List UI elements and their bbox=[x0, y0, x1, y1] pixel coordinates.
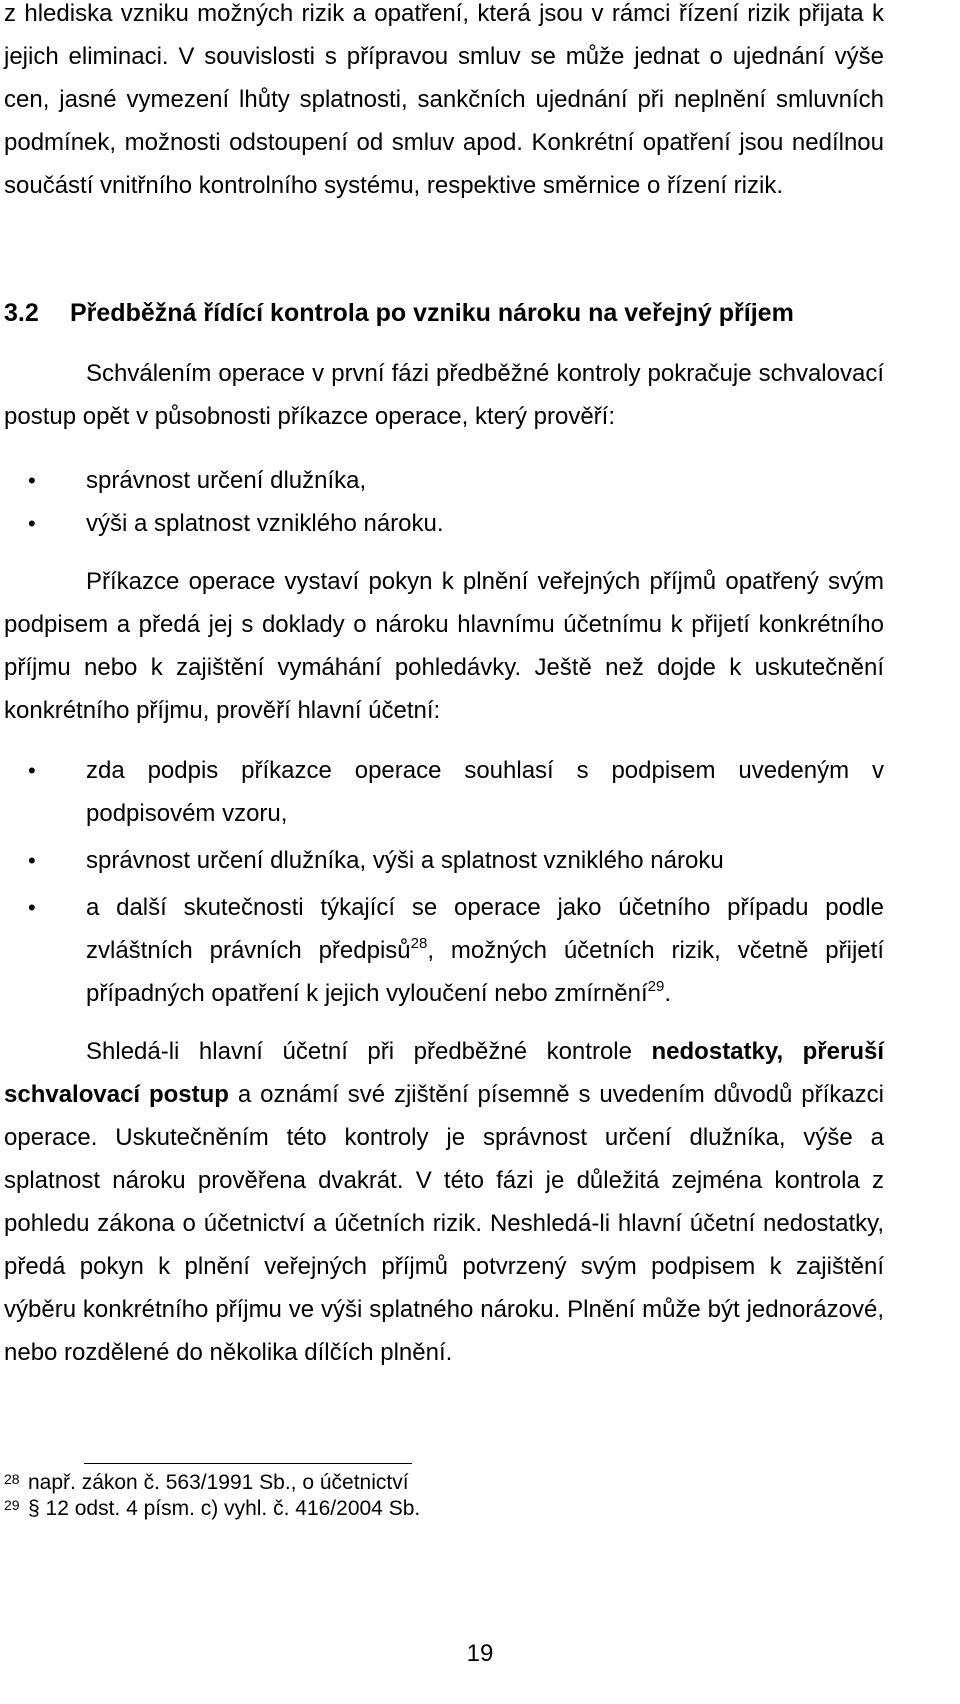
bullet-list-2 bbox=[4, 749, 884, 1015]
bullet-icon: • bbox=[28, 758, 36, 783]
list-item: • správnost určení dlužníka, bbox=[4, 459, 884, 502]
footnotes bbox=[4, 1470, 884, 1522]
list-item: • správnost určení dlužníka, výši a splatnost vzniklého nároku bbox=[4, 839, 884, 882]
bullet-list-1 bbox=[4, 459, 884, 545]
footnote-ref-29[interactable]: 29 bbox=[647, 978, 665, 995]
footnote-divider bbox=[84, 1463, 412, 1464]
section-heading bbox=[4, 292, 884, 335]
paragraph-deficiencies: Shledá-li hlavní účetní při předběžné kontrole nedostatky, přeruší schvalovací postup a oznámí své zjištění písemně s uvedením důvodů příkazci operace. Uskutečněním této kontroly je správnost určení dlužníka, výše a splatnost nároku prověřena dvakrát. V této fázi je důležitá zejména kontrola z pohledu zákona o účetnictví a účetních rizik. Neshledá-li hlavní účetní nedostatky, předá pokyn k plnění veřejných příjmů potvrzený svým podpisem k zajištění výběru konkrétního příjmu ve výši splatného nároku. Plnění může být jednorázové, nebo rozdělené do několika dílčích plnění. bbox=[4, 1038, 885, 1366]
footnote-ref-28[interactable]: 28 bbox=[410, 935, 428, 952]
section-number: 3.2 bbox=[4, 299, 39, 327]
bullet-icon: • bbox=[28, 895, 36, 920]
list-item: • výši a splatnost vzniklého nároku. bbox=[4, 502, 884, 545]
paragraph-payment-order: Příkazce operace vystaví pokyn k plnění veřejných příjmů opatřený svým podpisem a předá jej s doklady o nároku hlavnímu účetnímu k přijetí konkrétního příjmu nebo k zajištění vymáhání pohledávky. Ještě než dojde k uskutečnění konkrétního příjmu, prověří hlavní účetní: bbox=[4, 568, 884, 724]
list-item: • a další skutečnosti týkající se operace jako účetního případu podle zvláštních právních předpisů$^{28}$, možných účetních rizik, včetně přijetí případných opatření k jejich vyloučení nebo zmírnění$^{29}$. bbox=[4, 886, 884, 1015]
bullet-icon: • bbox=[28, 511, 36, 536]
footnote-29: 29 § 12 odst. 4 písm. c) vyhl. č. 416/2004 Sb. bbox=[4, 1497, 421, 1520]
paragraph-approval: Schválením operace v první fázi předběžné kontroly pokračuje schvalovací postup opět v působnosti příkazce operace, který prověří: bbox=[4, 360, 884, 430]
section-title: Předběžná řídící kontrola po vzniku nároku na veřejný příjem bbox=[70, 299, 794, 327]
bold-phrase: nedostatky, přeruší schvalovací postup bbox=[4, 1038, 885, 1108]
footnote-28: 28 např. zákon č. 563/1991 Sb., o účetnictví bbox=[4, 1471, 409, 1494]
bullet-icon: • bbox=[28, 848, 36, 873]
paragraph-risks: z hlediska vzniku možných rizik a opatření, která jsou v rámci řízení rizik přijata k jejich eliminaci. V souvislosti s přípravou smluv se může jednat o ujednání výše cen, jasné vymezení lhůty splatnosti, sankčních ujednání při neplnění smluvních podmínek, možnosti odstoupení od smluv apod. Konkrétní opatření jsou nedílnou součástí vnitřního kontrolního systému, respektive směrnice o řízení rizik. bbox=[4, 0, 884, 199]
list-item: • zda podpis příkazce operace souhlasí s podpisem uvedeným v podpisovém vzoru, bbox=[4, 749, 884, 835]
page-number: 19 bbox=[466, 1640, 494, 1667]
bullet-icon: • bbox=[28, 468, 36, 493]
